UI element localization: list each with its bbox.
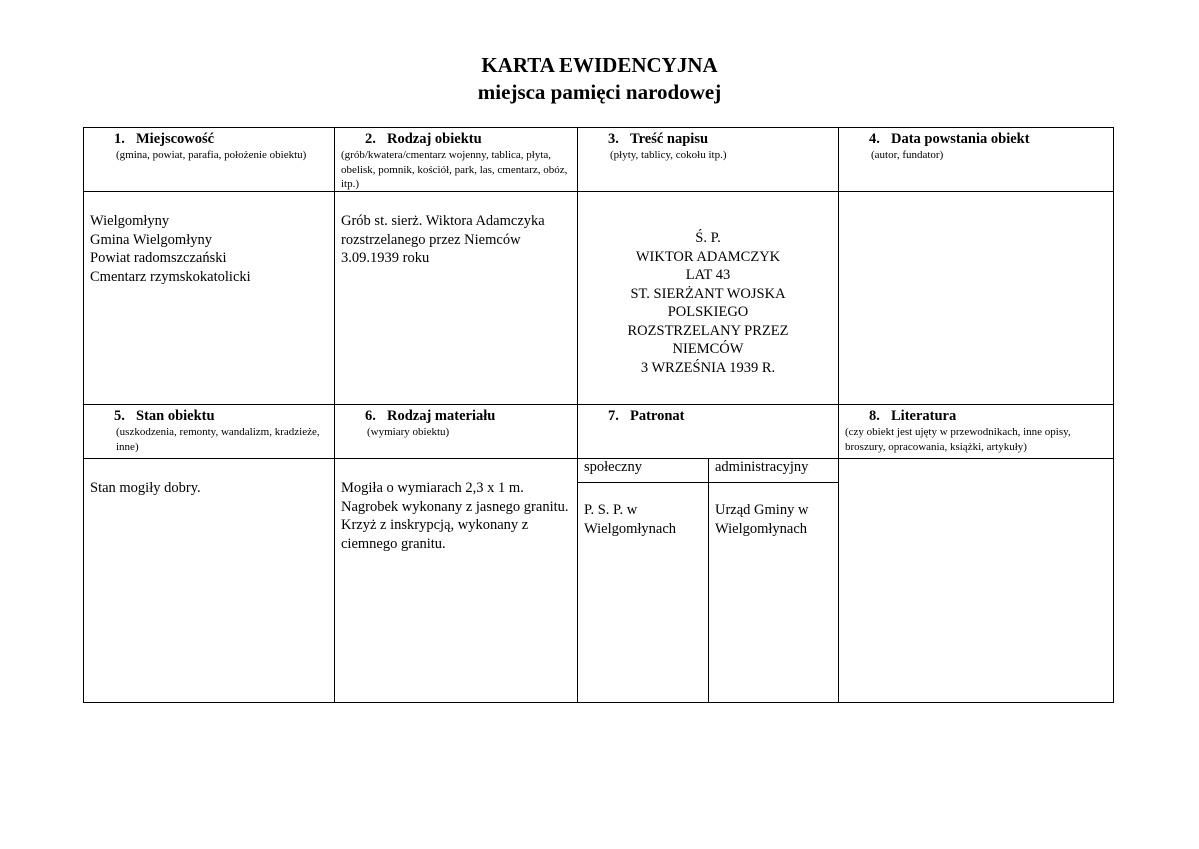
location-line: Wielgomłyny <box>90 213 170 229</box>
header-inscription <box>578 129 838 191</box>
header-description: (uszkodzenia, remonty, wandalizm, kradzieże, inne) <box>116 426 320 453</box>
header-description: (autor, fundator) <box>871 149 944 161</box>
header-description: (grób/kwatera/cmentarz wojenny, tablica, płyta, obelisk, pomnik, kościół, park, las, cmentarz, obóz, itp.) <box>341 149 568 190</box>
patronage-admin-value: Urząd Gminy w Wielgomłynach <box>715 502 809 537</box>
material-cell: Mogiła o wymiarach 2,3 x 1 m. Nagrobek wykonany z jasnego granitu. Krzyż z inskrypcją, wykonany z ciemnego granitu. <box>341 480 569 552</box>
header-number: 7. <box>608 408 619 424</box>
header-object-type <box>335 129 577 191</box>
header-patronage <box>578 406 838 458</box>
header-number: 5. <box>114 408 125 424</box>
patronage-social-label: społeczny <box>584 459 642 475</box>
header-description: (wymiary obiektu) <box>367 426 450 438</box>
header-number: 6. <box>365 408 376 424</box>
table-divider-row2 <box>83 404 1114 405</box>
header-description: (gmina, powiat, parafia, położenie obiektu) <box>116 149 307 161</box>
header-description: (czy obiekt jest ujęty w przewodnikach, inne opisy, broszury, opracowania, książki, artykuły) <box>845 426 1071 453</box>
header-condition <box>84 406 334 458</box>
card-subtitle: miejsca pamięci narodowej <box>477 80 722 104</box>
header-label: Literatura <box>891 408 957 424</box>
inscription-cell <box>578 229 838 377</box>
header-description: (płyty, tablicy, cokołu itp.) <box>610 149 727 161</box>
table-border-bottom <box>83 702 1114 703</box>
inscription-line: Ś. P. <box>695 230 721 246</box>
card-title: KARTA EWIDENCYJNA <box>481 53 718 77</box>
patronage-admin-label: administracyjny <box>715 459 809 475</box>
header-literature <box>839 406 1113 458</box>
header-label: Rodzaj materiału <box>387 408 496 424</box>
patronage-social-value: P. S. P. w Wielgomłynach <box>584 502 677 537</box>
inscription-line: LAT 43 <box>685 267 731 283</box>
location-line: Cmentarz rzymskokatolicki <box>90 268 251 285</box>
header-material <box>335 406 577 458</box>
condition-cell: Stan mogiły dobry. <box>90 480 201 496</box>
header-label: Data powstania obiekt <box>891 131 1030 147</box>
header-label: Rodzaj obiektu <box>387 131 482 147</box>
header-label: Miejscowość <box>136 131 215 147</box>
table-border-right <box>1113 127 1114 703</box>
header-label: Treść napisu <box>630 131 709 147</box>
header-label: Patronat <box>630 408 685 424</box>
table-divider-row1 <box>83 191 1114 192</box>
inscription-line: WIKTOR ADAMCZYK <box>635 248 781 265</box>
header-location <box>84 129 334 191</box>
header-number: 2. <box>365 131 376 147</box>
inscription-line: POLSKIEGO <box>667 304 749 320</box>
inscription-line: ROZSTRZELANY PRZEZ <box>627 322 789 339</box>
header-creation-date <box>839 129 1113 191</box>
header-number: 3. <box>608 131 619 147</box>
patronage-col-divider <box>708 458 709 703</box>
table-border-top <box>83 127 1114 128</box>
inscription-line: NIEMCÓW <box>672 341 744 357</box>
header-number: 8. <box>869 408 880 424</box>
header-label: Stan obiektu <box>136 408 215 424</box>
inscription-line: 3 WRZEŚNIA 1939 R. <box>640 359 776 376</box>
inscription-line: ST. SIERŻANT WOJSKA <box>630 285 786 302</box>
location-line: Powiat radomszczański <box>90 250 227 266</box>
location-line: Gmina Wielgomłyny <box>90 231 212 248</box>
object-type-cell: Grób st. sierż. Wiktora Adamczyka rozstrzelanego przez Niemców 3.09.1939 roku <box>341 213 545 266</box>
location-cell <box>90 212 330 286</box>
header-number: 1. <box>114 131 125 147</box>
header-number: 4. <box>869 131 880 147</box>
